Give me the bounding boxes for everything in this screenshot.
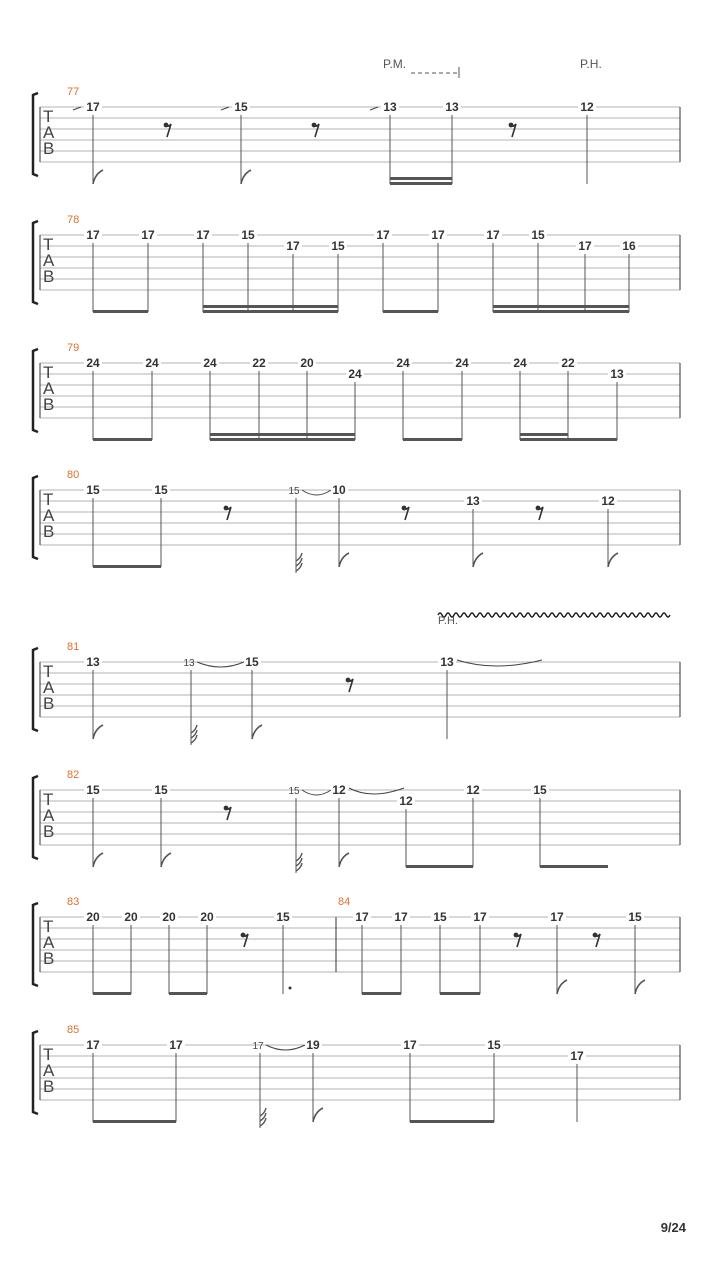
measure-number: 82 [67, 769, 80, 781]
beam [520, 438, 568, 441]
fret-number: 13 [445, 100, 459, 114]
fret-number: 17 [196, 228, 210, 242]
fret-number: 17 [486, 228, 500, 242]
measure-number: 84 [338, 896, 351, 908]
fret-number: 17 [394, 910, 408, 924]
tab-clef-letter: T [43, 1045, 54, 1064]
measure-number: 80 [67, 469, 80, 481]
fret-number: 13 [383, 100, 397, 114]
beam [169, 992, 207, 995]
tab-clef-letter: A [43, 123, 55, 142]
beam [93, 1120, 176, 1123]
system-80 [33, 469, 680, 573]
fret-number: 17 [86, 1038, 100, 1052]
vibrato-line [438, 613, 670, 617]
fret-number: 19 [306, 1038, 320, 1052]
tab-clef-letter: B [43, 822, 55, 841]
tab-clef-letter: B [43, 522, 55, 541]
measure-number: 79 [67, 342, 80, 354]
fret-number: 13 [610, 367, 624, 381]
fret-number: 13 [86, 655, 100, 669]
pinch-harmonic-label: P.H. [438, 615, 458, 627]
eighth-rest [225, 807, 231, 820]
tab-clef-letter: T [43, 235, 54, 254]
measure-number: 78 [67, 214, 80, 226]
beam [493, 305, 629, 308]
eighth-rest [225, 507, 231, 520]
fret-number: 20 [86, 910, 100, 924]
tab-clef-letter: B [43, 1077, 55, 1096]
fret-number: 24 [86, 356, 100, 370]
eighth-flag [93, 853, 103, 867]
fret-number: 15 [234, 100, 248, 114]
fret-number: 24 [203, 356, 217, 370]
fret-number: 16 [622, 239, 636, 253]
eighth-rest [510, 124, 516, 137]
fret-number: 17 [355, 910, 369, 924]
fret-number: 15 [245, 655, 259, 669]
beam [493, 310, 629, 313]
tab-clef-letter: B [43, 139, 55, 158]
fret-number: 22 [561, 356, 575, 370]
beam [93, 438, 152, 441]
eighth-flag [161, 853, 171, 867]
fret-number: 13 [440, 655, 454, 669]
fret-number: 12 [601, 494, 615, 508]
system-85 [33, 1024, 680, 1128]
page-number: 9/24 [660, 1220, 686, 1235]
beam [93, 565, 161, 568]
fret-number: 17 [286, 239, 300, 253]
fret-number: 17 [550, 910, 564, 924]
system-bracket [33, 776, 38, 859]
tab-clef-letter: T [43, 662, 54, 681]
fret-number: 17 [141, 228, 155, 242]
fret-number: 17 [86, 228, 100, 242]
tab-clef-letter: A [43, 933, 55, 952]
fret-number: 15 [433, 910, 447, 924]
system-81 [33, 641, 680, 745]
tab-clef-letter: A [43, 678, 55, 697]
beam [520, 433, 568, 436]
fret-number: 15 [628, 910, 642, 924]
grace-note: 17 [252, 1041, 264, 1052]
eighth-rest [242, 934, 248, 947]
fret-number: 15 [276, 910, 290, 924]
fret-number: 12 [580, 100, 594, 114]
tab-clef-letter: B [43, 395, 55, 414]
tie [457, 660, 542, 666]
eighth-flag [339, 853, 349, 867]
beam [362, 992, 401, 995]
measure-number: 81 [67, 641, 80, 653]
grace-slur [197, 662, 244, 667]
beam [383, 310, 438, 313]
beam [440, 992, 480, 995]
beam [210, 433, 355, 436]
beam [210, 438, 355, 441]
tab-clef-letter: B [43, 949, 55, 968]
fret-number: 12 [399, 794, 413, 808]
tab-clef-letter: T [43, 363, 54, 382]
beam [410, 1120, 494, 1123]
system-83-84 [33, 896, 680, 995]
system-bracket [33, 221, 38, 304]
beam [93, 992, 131, 995]
system-77 [33, 86, 680, 185]
fret-number: 17 [376, 228, 390, 242]
system-bracket [33, 903, 38, 986]
fret-number: 15 [487, 1038, 501, 1052]
eighth-rest [515, 934, 521, 947]
tab-clef-letter: T [43, 917, 54, 936]
beam [203, 305, 338, 308]
fret-number: 20 [300, 356, 314, 370]
measure-number: 85 [67, 1024, 80, 1036]
grace-note: 13 [183, 658, 195, 669]
eighth-flag [635, 980, 645, 994]
fret-number: 24 [145, 356, 159, 370]
grace-slur [266, 1045, 305, 1050]
tab-clef-letter: A [43, 379, 55, 398]
beam [93, 310, 148, 313]
beam [406, 865, 473, 868]
pinch-harmonic-label: P.H. [580, 57, 602, 71]
system-bracket [33, 1031, 38, 1114]
tab-clef-letter: T [43, 490, 54, 509]
tie [349, 788, 404, 794]
fret-number: 15 [86, 783, 100, 797]
eighth-flag [557, 980, 567, 994]
grace-slur [302, 790, 331, 795]
fret-number: 20 [200, 910, 214, 924]
system-bracket [33, 648, 38, 731]
measure-number: 77 [67, 86, 80, 98]
palm-mute-label: P.M. [383, 57, 407, 71]
beam [390, 182, 452, 185]
fret-number: 17 [86, 100, 100, 114]
eighth-rest [313, 124, 319, 137]
fret-number: 12 [466, 783, 480, 797]
fret-number: 15 [331, 239, 345, 253]
eighth-flag [608, 553, 618, 567]
fret-number: 15 [154, 483, 168, 497]
tab-clef-letter: B [43, 694, 55, 713]
eighth-rest [165, 124, 171, 137]
eighth-rest [594, 934, 600, 947]
system-82 [33, 769, 680, 873]
fret-number: 13 [466, 494, 480, 508]
fret-number: 22 [252, 356, 266, 370]
fret-number: 17 [431, 228, 445, 242]
fret-number: 17 [570, 1049, 584, 1063]
fret-number: 20 [124, 910, 138, 924]
tab-clef-letter: A [43, 806, 55, 825]
fret-number: 15 [86, 483, 100, 497]
eighth-flag [252, 725, 262, 739]
eighth-rest [537, 507, 543, 520]
dot [289, 987, 292, 990]
tab-clef-letter: A [43, 251, 55, 270]
eighth-flag [93, 170, 103, 184]
tab-clef-letter: A [43, 1061, 55, 1080]
fret-number: 15 [533, 783, 547, 797]
system-bracket [33, 476, 38, 559]
eighth-rest [347, 679, 353, 692]
fret-number: 24 [455, 356, 469, 370]
fret-number: 20 [162, 910, 176, 924]
eighth-flag [241, 170, 251, 184]
fret-number: 10 [332, 483, 346, 497]
measure-number: 83 [67, 896, 80, 908]
tab-clef-letter: A [43, 506, 55, 525]
fret-number: 17 [473, 910, 487, 924]
fret-number: 12 [332, 783, 346, 797]
eighth-flag [93, 725, 103, 739]
eighth-flag [313, 1108, 323, 1122]
tab-clef-letter: B [43, 267, 55, 286]
fret-number: 24 [396, 356, 410, 370]
grace-slur [302, 490, 331, 495]
beam [403, 438, 462, 441]
system-bracket [33, 93, 38, 176]
system-79 [33, 342, 680, 441]
fret-number: 24 [348, 367, 362, 381]
tab-clef-letter: T [43, 107, 54, 126]
fret-number: 17 [578, 239, 592, 253]
fret-number: 17 [169, 1038, 183, 1052]
beam [203, 310, 338, 313]
fret-number: 15 [531, 228, 545, 242]
grace-note: 15 [288, 786, 300, 797]
fret-number: 17 [403, 1038, 417, 1052]
system-bracket [33, 349, 38, 432]
eighth-flag [339, 553, 349, 567]
fret-number: 15 [241, 228, 255, 242]
eighth-flag [473, 553, 483, 567]
fret-number: 15 [154, 783, 168, 797]
system-78 [33, 214, 680, 313]
beam [540, 865, 608, 868]
eighth-rest [403, 507, 409, 520]
beam [568, 438, 617, 441]
tab-clef-letter: T [43, 790, 54, 809]
grace-note: 15 [288, 486, 300, 497]
fret-number: 24 [513, 356, 527, 370]
beam [390, 177, 452, 180]
